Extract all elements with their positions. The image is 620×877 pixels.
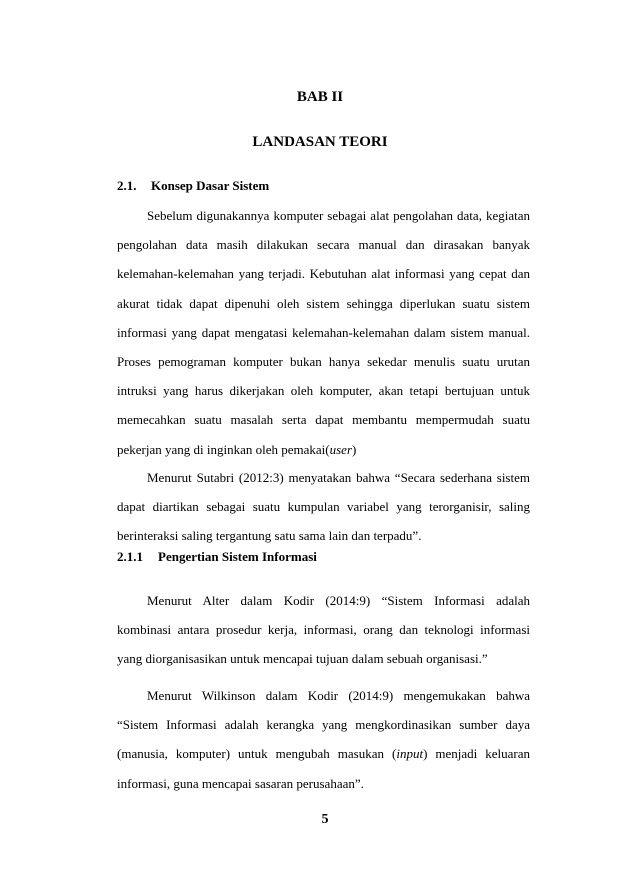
- italic-term: user: [329, 441, 353, 457]
- paragraph-text: Menurut Wilkinson dalam Kodir (2014:9) mengemukakan bahwa “Sistem Informasi adalah kerangka yang mengkordinasikan sumber daya (manusia, komputer) untuk mengubah masukan (: [117, 688, 530, 762]
- section-title: Konsep Dasar Sistem: [151, 178, 270, 193]
- paragraph-text-after: ) menjadi keluaran informasi, guna mencapai sasaran perusahaan”.: [117, 746, 531, 791]
- paragraph-text: Menurut Sutabri (2012:3) menyatakan bahwa “Secara sederhana sistem dapat diartikan sebagai suatu kumpulan variabel yang terorganisir, saling berinteraksi saling tergantung satu sama lain dan terpadu”.: [117, 470, 530, 544]
- paragraph-konsep-dasar: [117, 201, 530, 464]
- section-heading-pengertian: [117, 549, 317, 565]
- paragraph-text: Menurut Alter dalam Kodir (2014:9) “Sistem Informasi adalah kombinasi antara prosedur kerja, informasi, orang dan teknologi informasi yang diorganisasikan untuk mencapai tujuan dalam sebuah organisasi.”: [117, 593, 530, 667]
- paragraph-tail: ): [352, 441, 357, 457]
- paragraph-sutabri: [117, 463, 530, 551]
- chapter-title: LANDASAN TEORI: [252, 134, 388, 150]
- italic-term: input: [396, 746, 424, 762]
- chapter-number: BAB II: [296, 89, 344, 105]
- section-heading-konsep: [117, 178, 269, 194]
- section-title: Pengertian Sistem Informasi: [158, 549, 317, 564]
- paragraph-wilkinson: [117, 681, 530, 798]
- section-number: 2.1.: [117, 178, 137, 193]
- section-number: 2.1.1: [117, 549, 143, 564]
- paragraph-text: Sebelum digunakannya komputer sebagai alat pengolahan data, kegiatan pengolahan data masih dilakukan secara manual dan dirasakan banyak kelemahan-kelemahan yang terjadi. Kebutuhan alat informasi yang cepat dan akurat tidak dapat dipenuhi oleh sistem sehingga diperlukan suatu sistem informasi yang dapat mengatasi kelemahan-kelemahan dalam sistem manual. Proses pemograman komputer bukan hanya sekedar menulis suatu urutan intruksi yang harus dikerjakan oleh komputer, akan tetapi bertujuan untuk memecahkan suatu masalah serta dapat membantu mempermudah suatu pekerjan yang di inginkan oleh pemakai(: [117, 208, 530, 457]
- page-number: 5: [321, 812, 329, 827]
- paragraph-alter: [117, 586, 530, 674]
